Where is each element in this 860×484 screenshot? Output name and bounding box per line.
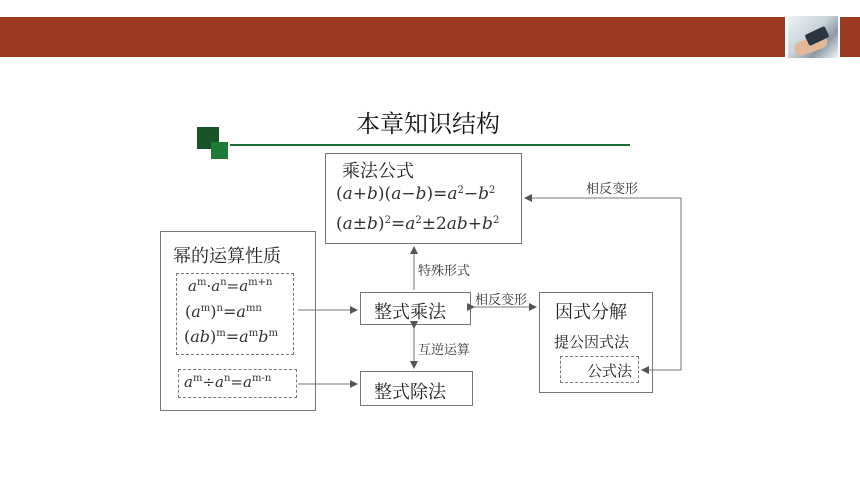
inverse-transform-top-label: 相反变形 — [586, 182, 639, 197]
difference-of-squares-formula: $(a+b)(a-b)=a^2-b^2$ — [336, 184, 496, 204]
inverse-operation-label: 互逆运算 — [418, 343, 471, 358]
product-of-powers-rule: $a^m\cdot a^n=a^{m+n}$ — [188, 277, 273, 295]
arrow-formula-method-to-formula — [525, 198, 681, 370]
power-of-product-rule: $(ab)^m=a^mb^m$ — [184, 327, 278, 346]
inverse-transform-middle-label: 相反变形 — [475, 293, 528, 308]
formula-method: 公式法 — [587, 362, 633, 380]
polynomial-multiplication-label: 整式乘法 — [374, 302, 446, 323]
special-form-label: 特殊形式 — [418, 264, 471, 279]
perfect-square-formula: $(a\pm b)^2=a^2\pm 2ab+b^2$ — [336, 214, 500, 234]
multiplication-formula-title: 乘法公式 — [342, 161, 414, 182]
common-factor-method: 提公因式法 — [554, 333, 630, 351]
power-of-power-rule: $(a^m)^n=a^{mn}$ — [185, 302, 262, 321]
quotient-of-powers-rule: $a^m\div a^n=a^{m-n}$ — [184, 373, 272, 391]
polynomial-division-label: 整式除法 — [374, 382, 446, 403]
slide-title: 本章知识结构 — [356, 110, 500, 138]
factorization-title: 因式分解 — [555, 302, 627, 323]
power-properties-title: 幂的运算性质 — [173, 246, 281, 267]
